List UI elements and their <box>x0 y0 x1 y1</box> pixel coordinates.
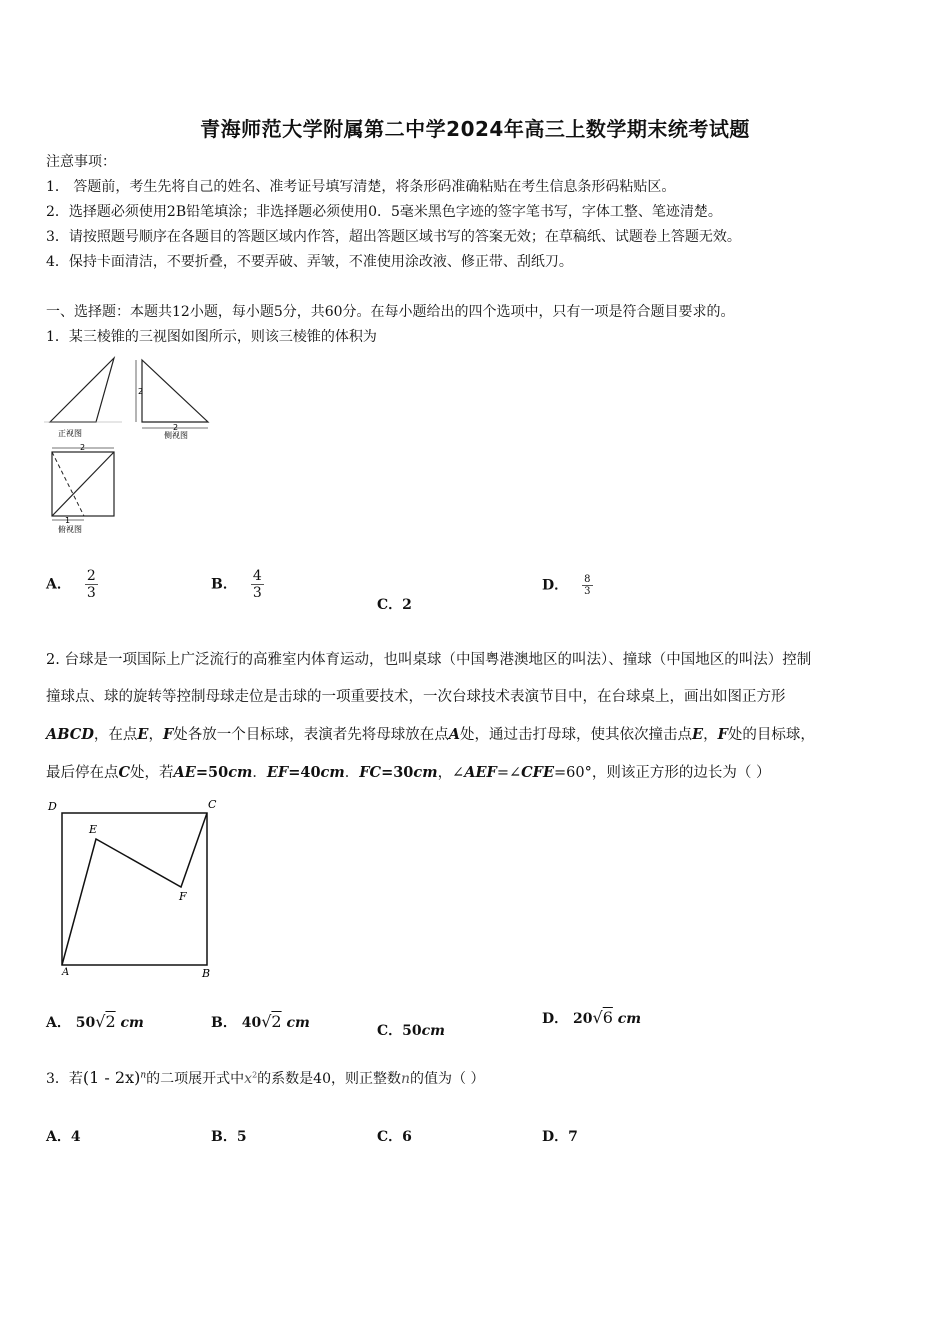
q3-option-d[interactable]: D．7 <box>542 1129 578 1145</box>
side-dim-height: 2 <box>138 387 144 396</box>
top-view-label: 俯视图 <box>58 525 82 534</box>
notice-item-4: 4．保持卡面清洁，不要折叠，不要弄破、弄皱，不准使用涂改液、修正带、刮纸刀。 <box>46 254 573 270</box>
notice-item-2: 2．选择题必须使用2B铅笔填涂；非选择题必须使用0．5毫米黑色字迹的签字笔书写，字体工整、笔迹清楚。 <box>46 204 722 220</box>
side-dim-width: 2 <box>173 423 179 432</box>
notice-heading: 注意事项： <box>46 154 116 170</box>
top-view <box>52 448 114 520</box>
q3-option-a[interactable]: A．4 <box>46 1129 81 1145</box>
q1-option-b[interactable]: B． $\frac{4}{3}$ <box>211 568 262 601</box>
q2-option-d[interactable]: D． 20√6 cm <box>542 1008 642 1027</box>
point-c-label: C <box>208 798 217 811</box>
q2-option-a[interactable]: A． 50√2 cm <box>46 1012 144 1031</box>
page-title: 青海师范大学附属第二中学2024年高三上数学期末统考试题 <box>200 117 750 141</box>
billiard-figure <box>44 796 224 986</box>
q3-option-c[interactable]: C．6 <box>377 1129 412 1145</box>
front-view-label: 正视图 <box>58 429 82 438</box>
point-a-label: A <box>62 967 70 978</box>
section-heading: 一、选择题：本题共12小题，每小题5分，共60分。在每小题给出的四个选项中，只有一项是符合题目要求的。 <box>46 304 735 320</box>
q1-option-a-frac: $\frac{2}{3}$ <box>86 568 96 601</box>
square-abcd <box>62 813 207 965</box>
point-b-label: B <box>202 967 211 980</box>
notice-item-3: 3．请按照题号顺序在各题目的答题区域内作答，超出答题区域书写的答案无效；在草稿纸、试题卷上答题无效。 <box>46 229 741 245</box>
q1-option-d[interactable]: D． $\frac{8}{3}$ <box>542 574 591 597</box>
q2-option-b[interactable]: B． 40√2 cm <box>211 1012 310 1031</box>
q1-stem: 1．某三棱锥的三视图如图所示，则该三棱锥的体积为 <box>46 329 377 345</box>
q3-option-b[interactable]: B．5 <box>211 1129 247 1145</box>
ball-path <box>62 813 207 965</box>
notice-item-1: 1． 答题前，考生先将自己的姓名、准考证号填写清楚，将条形码准确粘贴在考生信息条形码粘贴区。 <box>46 179 676 195</box>
side-view-label: 侧视图 <box>164 431 188 440</box>
top-dim-width: 2 <box>80 443 86 452</box>
three-view-figure <box>44 352 214 542</box>
point-d-label: D <box>48 800 57 813</box>
q2-option-c[interactable]: C．50cm <box>377 1023 445 1039</box>
point-f-label: F <box>179 890 187 903</box>
q3-stem: 3．若(1 - 2x)$^n$的二项展开式中$x^2$的系数是40，则正整数n的值为（ ） <box>46 1068 485 1087</box>
q2-stem: 2. 台球是一项国际上广泛流行的高雅室内体育运动，也叫桌球（中国粤港澳地区的叫法）、撞球（中国地区的叫法）控制 撞球点、球的旋转等控制母球走位是击球的一项重要技术，一次台球技术表演节目中，在台球桌上，画出如图正方形 ABCD，在点E，F处各放一个目标球，表演者先将母球放在点A处，通过击打母球，使其依次撞击点E，F处的目标球， 最后停在点C处，若AE=50cm．EF=40cm．FC=30cm，∠AEF=∠CFE=60°，则该正方形的边长为（ ） <box>46 652 815 781</box>
front-view <box>44 358 122 422</box>
q1-option-c[interactable]: C．2 <box>377 597 412 613</box>
point-e-label: E <box>89 823 98 836</box>
side-view <box>136 360 208 428</box>
q1-option-b-frac: $\frac{4}{3}$ <box>252 568 262 601</box>
top-dim-one: 1 <box>65 516 71 525</box>
q1-option-d-frac: $\frac{8}{3}$ <box>584 574 591 597</box>
q1-option-a[interactable]: A． $\frac{2}{3}$ <box>46 568 96 601</box>
